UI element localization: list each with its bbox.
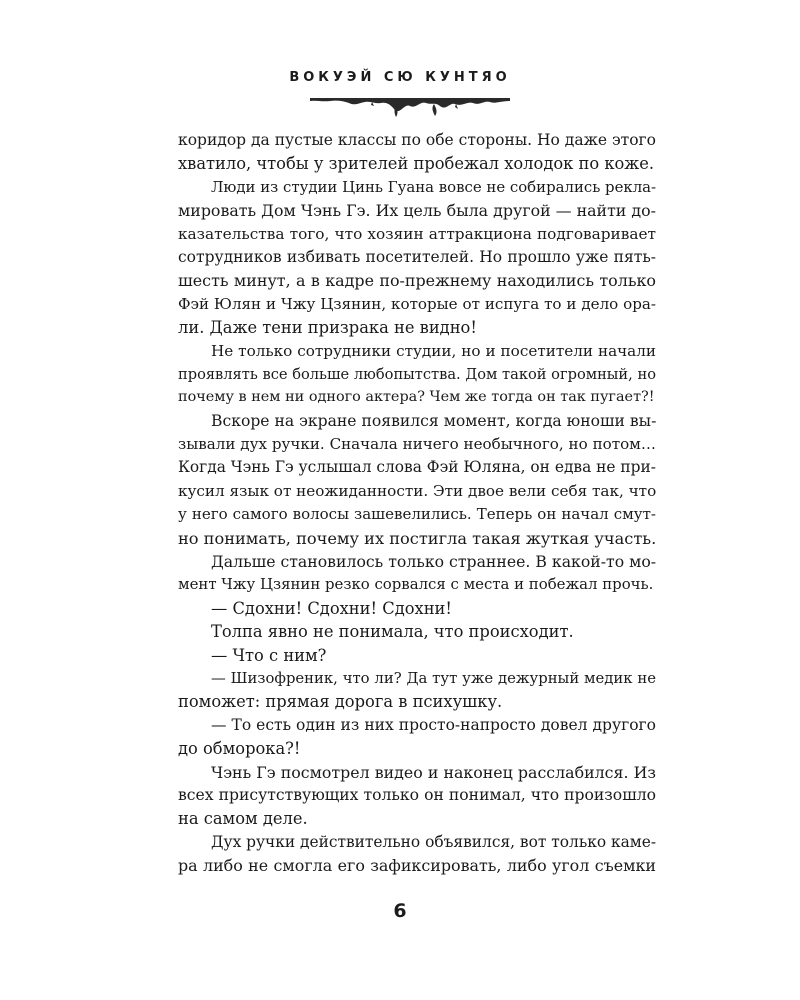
text-line: Вскоре на экране появился момент, когда юноши вы- — [211, 411, 657, 430]
text-line: кусил язык от неожиданности. Эти двое вели себя так, что — [178, 481, 657, 500]
body-text — [178, 129, 656, 878]
text-line: Не только сотрудники студии, но и посетители начали — [211, 341, 656, 360]
text-line: у него самого волосы зашевелились. Теперь он начал смут- — [178, 505, 656, 524]
text-line: Толпа явно не понимала, что происходит. — [211, 622, 574, 642]
text-line: мент Чжу Цзянин резко сорвался с места и побежал прочь. — [178, 575, 654, 594]
text-line: всех присутствующих только он понимал, что произошло — [178, 785, 656, 804]
text-line: — Что с ним? — [211, 645, 327, 665]
text-line: до обморока?! — [178, 739, 301, 759]
text-line: — То есть один из них просто-напросто довел другого — [211, 715, 656, 734]
running-header-title: ВОКУЭЙ СЮ КУНТЯО — [289, 70, 511, 85]
text-line: Фэй Юлян и Чжу Цзянин, которые от испуга то и дело ора- — [178, 294, 656, 313]
text-line: почему в нем ни одного актера? Чем же тогда он так пугает?! — [178, 389, 655, 406]
text-line: Чэнь Гэ посмотрел видео и наконец расслабился. Из — [211, 762, 656, 782]
text-line: поможет: прямая дорога в психушку. — [178, 692, 503, 712]
text-line: коридор да пустые классы по обе стороны. Но даже этого — [178, 131, 656, 149]
text-line: проявлять все больше любопытства. Дом такой огромный, но — [178, 365, 656, 383]
text-line: Когда Чэнь Гэ услышал слова Фэй Юляна, он едва не при- — [178, 458, 656, 477]
text-line: хватило, чтобы у зрителей пробежал холодок по коже. — [178, 154, 655, 174]
text-line: зывали дух ручки. Сначала ничего необычного, но потом… — [178, 435, 656, 454]
text-line: на самом деле. — [178, 809, 308, 829]
text-line: Дальше становилось только страннее. В какой-то мо- — [211, 552, 657, 572]
text-line: ра либо не смогла его зафиксировать, либо угол съемки — [178, 856, 656, 876]
text-line: шесть минут, а в кадре по-прежнему находились только — [178, 271, 656, 291]
text-line: мировать Дом Чэнь Гэ. Их цель была другой — найти до- — [178, 201, 656, 221]
text-line: — Шизофреник, что ли? Да тут уже дежурный медик не — [211, 669, 656, 687]
text-line: но понимать, почему их постигла такая жуткая участь. — [178, 528, 657, 548]
text-line: — Сдохни! Сдохни! Сдохни! — [211, 598, 452, 618]
wave-ornament-icon — [310, 92, 510, 118]
text-line: ли. Даже тени призрака не видно! — [178, 318, 477, 338]
text-line: Дух ручки действительно объявился, вот только каме- — [211, 832, 657, 851]
text-line: Люди из студии Цинь Гуана вовсе не собирались рекла- — [211, 177, 657, 196]
text-line: сотрудников избивать посетителей. Но прошло уже пять- — [178, 247, 656, 266]
text-line: казательства того, что хозяин аттракциона подговаривает — [178, 224, 656, 243]
page-number: 6 — [393, 900, 407, 922]
